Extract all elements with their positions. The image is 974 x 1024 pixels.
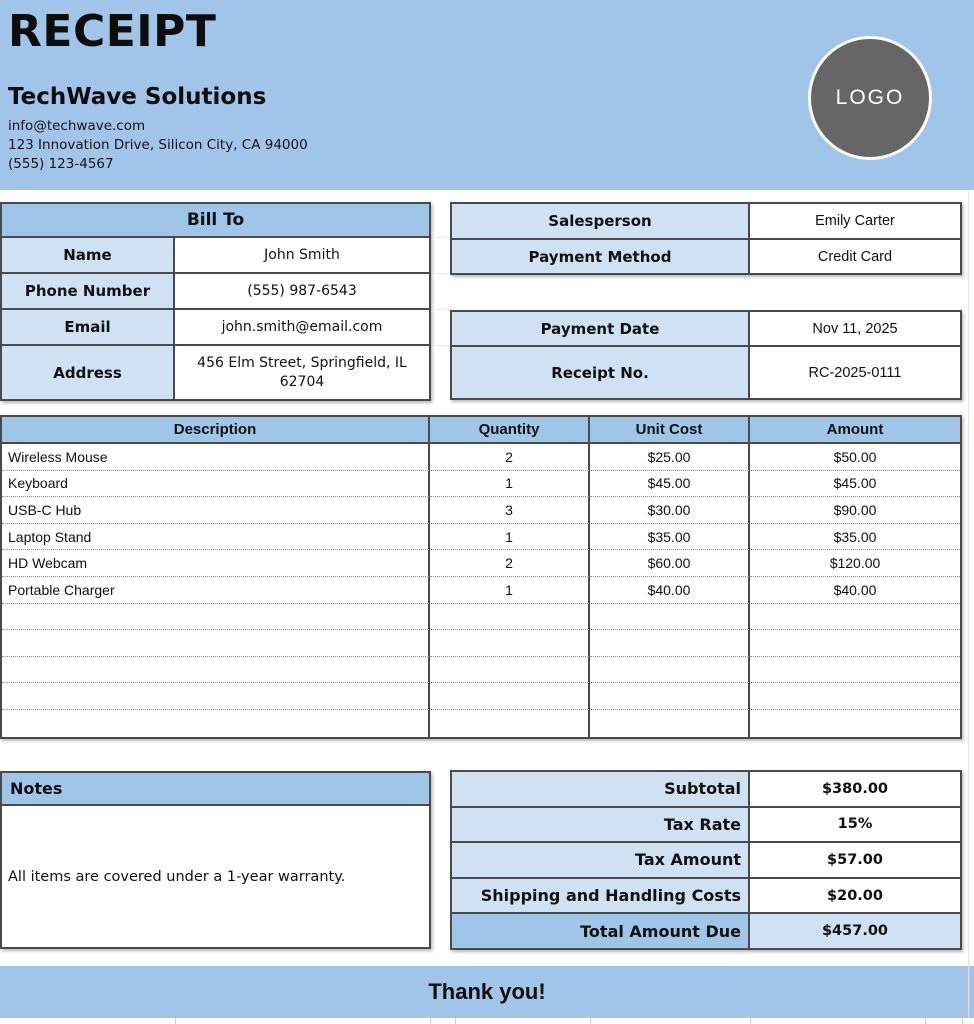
item-unit-cost[interactable]: $30.00	[590, 497, 750, 524]
items-header-description: Description	[2, 417, 430, 444]
gridline	[962, 1018, 963, 1024]
logo-text: LOGO	[835, 86, 905, 109]
bill-to-table	[0, 202, 431, 401]
receipt-no-label: Receipt No.	[452, 347, 748, 398]
gridline	[433, 345, 448, 346]
item-quantity[interactable]	[430, 630, 590, 657]
item-description[interactable]: Wireless Mouse	[2, 444, 430, 471]
total-due-label: Total Amount Due	[452, 914, 748, 948]
bill-to-email-value[interactable]: john.smith@email.com	[175, 310, 429, 344]
company-address: 123 Innovation Drive, Silicon City, CA 94000	[8, 137, 308, 153]
payment-method-value[interactable]: Credit Card	[750, 240, 960, 273]
gridline	[433, 309, 448, 310]
gridline	[175, 1018, 176, 1024]
header-band	[0, 0, 974, 190]
payment-date-label: Payment Date	[452, 312, 748, 345]
item-amount[interactable]: $90.00	[750, 497, 960, 524]
item-quantity[interactable]	[430, 683, 590, 710]
item-description[interactable]	[2, 604, 430, 631]
item-unit-cost[interactable]	[590, 657, 750, 684]
gridline	[590, 1018, 591, 1024]
item-amount[interactable]: $40.00	[750, 577, 960, 604]
item-amount[interactable]	[750, 683, 960, 710]
gridline	[750, 1018, 751, 1024]
item-description[interactable]	[2, 683, 430, 710]
item-unit-cost[interactable]: $25.00	[590, 444, 750, 471]
gridline	[430, 1018, 431, 1024]
bill-to-title: Bill To	[2, 204, 429, 236]
shipping-value[interactable]: $20.00	[750, 879, 960, 913]
item-unit-cost[interactable]	[590, 683, 750, 710]
notes-text[interactable]: All items are covered under a 1-year warranty.	[2, 806, 429, 947]
item-description[interactable]	[2, 657, 430, 684]
item-amount[interactable]: $35.00	[750, 524, 960, 551]
payment-method-label: Payment Method	[452, 240, 748, 273]
tax-rate-label: Tax Rate	[452, 808, 748, 842]
thank-you-message: Thank you!	[428, 979, 546, 1004]
tax-amount-value[interactable]: $57.00	[750, 843, 960, 877]
tax-rate-value[interactable]: 15%	[750, 808, 960, 842]
company-contact	[8, 117, 308, 174]
item-unit-cost[interactable]: $45.00	[590, 471, 750, 498]
items-header-amount: Amount	[750, 417, 960, 444]
item-quantity[interactable]: 1	[430, 471, 590, 498]
receipt-no-value[interactable]: RC-2025-0111	[750, 347, 960, 398]
item-unit-cost[interactable]	[590, 604, 750, 631]
company-name: TechWave Solutions	[8, 84, 267, 110]
items-table	[0, 415, 962, 739]
item-quantity[interactable]: 2	[430, 550, 590, 577]
item-amount[interactable]: $120.00	[750, 550, 960, 577]
payment-date-value[interactable]: Nov 11, 2025	[750, 312, 960, 345]
items-header-unit-cost: Unit Cost	[590, 417, 750, 444]
item-unit-cost[interactable]: $35.00	[590, 524, 750, 551]
item-quantity[interactable]	[430, 604, 590, 631]
item-description[interactable]: Laptop Stand	[2, 524, 430, 551]
subtotal-label: Subtotal	[452, 772, 748, 806]
item-amount[interactable]	[750, 630, 960, 657]
item-quantity[interactable]	[430, 657, 590, 684]
bill-to-address-label: Address	[2, 346, 173, 399]
item-description[interactable]	[2, 710, 430, 737]
company-email: info@techwave.com	[8, 118, 146, 134]
item-description[interactable]	[2, 630, 430, 657]
totals-table	[450, 770, 962, 950]
total-due-value[interactable]: $457.00	[750, 914, 960, 948]
item-quantity[interactable]	[430, 710, 590, 737]
item-amount[interactable]	[750, 710, 960, 737]
item-amount[interactable]: $45.00	[750, 471, 960, 498]
company-phone: (555) 123-4567	[8, 156, 114, 172]
bill-to-phone-label: Phone Number	[2, 274, 173, 308]
item-quantity[interactable]: 2	[430, 444, 590, 471]
salesperson-value[interactable]: Emily Carter	[750, 204, 960, 238]
gridline	[455, 1018, 456, 1024]
gridline	[968, 190, 969, 1018]
gridline	[433, 273, 448, 274]
bill-to-phone-value[interactable]: (555) 987-6543	[175, 274, 429, 308]
item-quantity[interactable]: 1	[430, 577, 590, 604]
bill-to-name-label: Name	[2, 238, 173, 272]
sales-info-table	[450, 202, 962, 275]
item-unit-cost[interactable]: $40.00	[590, 577, 750, 604]
item-description[interactable]: USB-C Hub	[2, 497, 430, 524]
item-quantity[interactable]: 3	[430, 497, 590, 524]
items-header-quantity: Quantity	[430, 417, 590, 444]
gridline	[433, 237, 448, 238]
notes-title: Notes	[2, 773, 429, 804]
item-amount[interactable]: $50.00	[750, 444, 960, 471]
payment-info-table	[450, 310, 962, 400]
item-quantity[interactable]: 1	[430, 524, 590, 551]
page-title: RECEIPT	[8, 6, 217, 57]
item-unit-cost[interactable]	[590, 710, 750, 737]
salesperson-label: Salesperson	[452, 204, 748, 238]
item-description[interactable]: HD Webcam	[2, 550, 430, 577]
shipping-label: Shipping and Handling Costs	[452, 879, 748, 913]
item-description[interactable]: Keyboard	[2, 471, 430, 498]
bill-to-name-value[interactable]: John Smith	[175, 238, 429, 272]
subtotal-value[interactable]: $380.00	[750, 772, 960, 806]
item-unit-cost[interactable]: $60.00	[590, 550, 750, 577]
item-amount[interactable]	[750, 657, 960, 684]
tax-amount-label: Tax Amount	[452, 843, 748, 877]
gridline	[925, 1018, 926, 1024]
item-unit-cost[interactable]	[590, 630, 750, 657]
logo-placeholder	[808, 36, 932, 160]
item-description[interactable]: Portable Charger	[2, 577, 430, 604]
notes-section	[0, 771, 431, 949]
bill-to-address-value[interactable]: 456 Elm Street, Springfield, IL 62704	[175, 346, 429, 399]
footer-bar	[0, 966, 974, 1018]
item-amount[interactable]	[750, 604, 960, 631]
bill-to-email-label: Email	[2, 310, 173, 344]
